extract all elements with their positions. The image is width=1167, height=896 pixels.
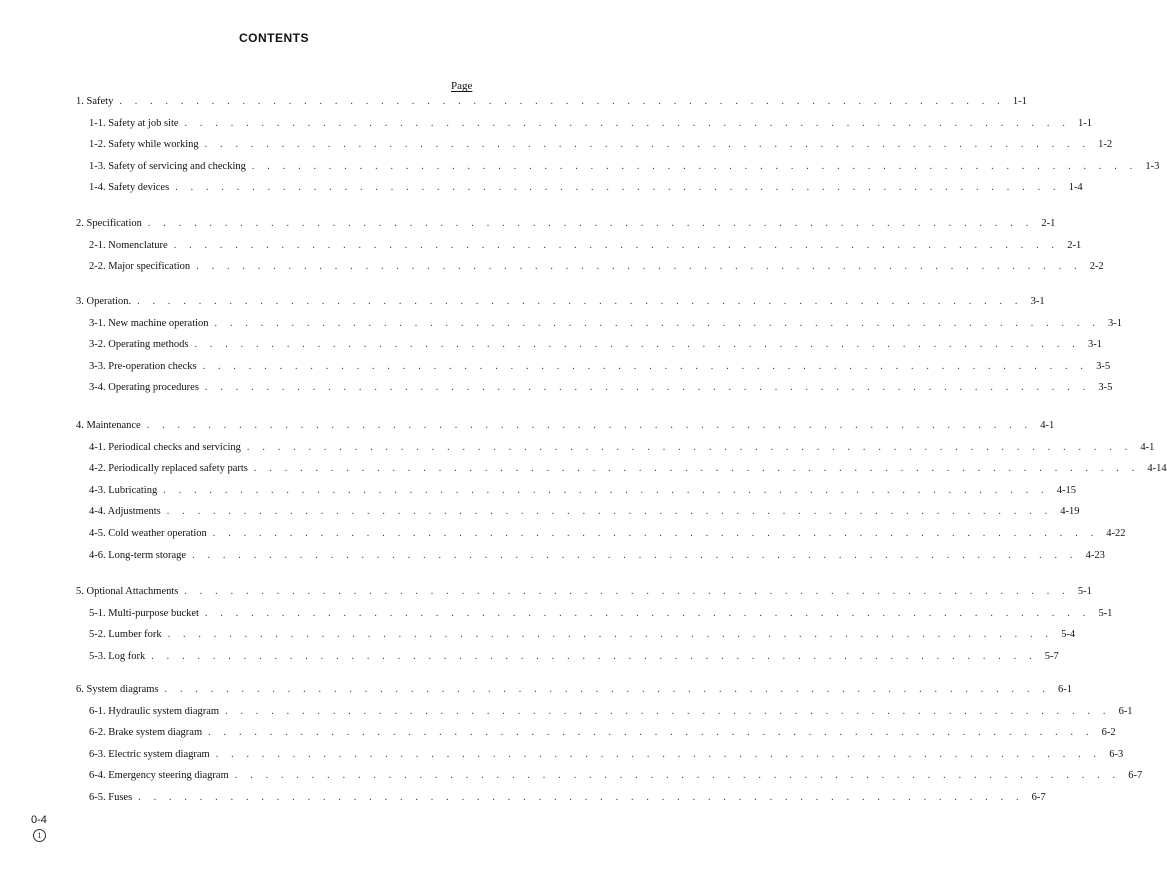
toc-subsection-row [89, 705, 1133, 720]
dot-leader: . . . . . . . . . . . . . . . . . . . . . . . . . . . . . . . . . . . . . . . . . . . . . . . . . . . . . . . . . . [253, 463, 1140, 475]
toc-subsection-label: 1-1. Safety at job site [89, 117, 179, 129]
toc-page-number: 4-23 [1085, 549, 1105, 561]
toc-section-row [76, 296, 1045, 310]
dot-leader: . . . . . . . . . . . . . . . . . . . . . . . . . . . . . . . . . . . . . . . . . . . . . . . . . . . . . . . . . . [151, 650, 1037, 662]
toc-page-number: 3-1 [1030, 296, 1045, 307]
toc-page-number: 3-1 [1087, 339, 1102, 351]
toc-section-label: 5. Optional Attachments [76, 586, 179, 597]
toc-subsection-row [89, 261, 1104, 275]
toc-subsection-row [89, 317, 1123, 332]
toc-page-number: 3-5 [1098, 382, 1113, 394]
toc-page-number: 4-22 [1106, 528, 1126, 539]
toc-subsection-row [89, 484, 1076, 499]
page-column-header: Page [451, 80, 473, 92]
toc-page-number: 1-2 [1098, 139, 1113, 151]
toc-subsection-row [89, 607, 1113, 622]
toc-page-number: 1-1 [1078, 117, 1093, 129]
toc-subsection-row [89, 770, 1143, 784]
toc-subsection-row [89, 463, 1167, 477]
dot-leader: . . . . . . . . . . . . . . . . . . . . . . . . . . . . . . . . . . . . . . . . . . . . . . . . . . . . . . . . . . [167, 629, 1054, 641]
toc-subsection-row [89, 239, 1082, 254]
toc-subsection-row [89, 360, 1111, 375]
toc-subsection-label: 6-2. Brake system diagram [89, 727, 203, 739]
dot-leader: . . . . . . . . . . . . . . . . . . . . . . . . . . . . . . . . . . . . . . . . . . . . . . . . . . . . . . . . . . [147, 218, 1034, 229]
toc-page-number: 1-1 [1012, 96, 1027, 107]
toc-page-number: 2-1 [1041, 218, 1056, 229]
dot-leader: . . . . . . . . . . . . . . . . . . . . . . . . . . . . . . . . . . . . . . . . . . . . . . . . . . . . . . . . . . [138, 792, 1024, 803]
toc-subsection-label: 4-4. Adjustments [89, 506, 161, 518]
toc-subsection-row [89, 629, 1076, 643]
toc-subsection-row [89, 160, 1160, 175]
toc-section-row [76, 96, 1027, 110]
toc-section-row [76, 684, 1073, 698]
toc-subsection-label: 4-6. Long-term storage [89, 549, 187, 561]
toc-section-row [76, 586, 1092, 600]
toc-subsection-label: 3-4. Operating procedures [89, 382, 199, 394]
toc-subsection-label: 2-2. Major specification [89, 261, 191, 273]
toc-page-number: 6-7 [1128, 770, 1143, 782]
toc-page-number: 3-1 [1108, 317, 1123, 329]
toc-subsection-row [89, 506, 1080, 520]
dot-leader: . . . . . . . . . . . . . . . . . . . . . . . . . . . . . . . . . . . . . . . . . . . . . . . . . . . . . . . . . . [164, 684, 1051, 695]
toc-subsection-label: 4-1. Periodical checks and servicing [89, 441, 241, 453]
toc-section-row [76, 218, 1056, 232]
toc-subsection-row [89, 650, 1059, 665]
toc-subsection-label: 6-1. Hydraulic system diagram [89, 705, 220, 717]
toc-page-number: 6-3 [1109, 748, 1124, 760]
dot-leader: . . . . . . . . . . . . . . . . . . . . . . . . . . . . . . . . . . . . . . . . . . . . . . . . . . . . . . . . . . [137, 296, 1023, 307]
dot-leader: . . . . . . . . . . . . . . . . . . . . . . . . . . . . . . . . . . . . . . . . . . . . . . . . . . . . . . . . . . [175, 182, 1061, 194]
toc-page-number: 4-14 [1147, 463, 1167, 475]
toc-page-number: 5-4 [1061, 629, 1076, 641]
toc-page-number: 1-4 [1068, 182, 1083, 194]
toc-subsection-label: 4-2. Periodically replaced safety parts [89, 463, 248, 475]
toc-subsection-row [89, 117, 1093, 132]
toc-page-number: 4-15 [1056, 484, 1076, 496]
toc-subsection-row [89, 748, 1124, 763]
page-title: CONTENTS [239, 31, 309, 45]
dot-leader: . . . . . . . . . . . . . . . . . . . . . . . . . . . . . . . . . . . . . . . . . . . . . . . . . . . . . . . . . . [225, 705, 1111, 717]
toc-section-label: 3. Operation. [76, 296, 132, 307]
toc-subsection-label: 3-2. Operating methods [89, 339, 189, 351]
toc-page-number: 6-1 [1118, 705, 1133, 717]
dot-leader: . . . . . . . . . . . . . . . . . . . . . . . . . . . . . . . . . . . . . . . . . . . . . . . . . . . . . . . . . . [204, 139, 1091, 151]
toc-subsection-label: 1-2. Safety while working [89, 139, 199, 151]
toc-subsection-label: 3-3. Pre-operation checks [89, 360, 197, 372]
toc-section-label: 1. Safety [76, 96, 114, 107]
dot-leader: . . . . . . . . . . . . . . . . . . . . . . . . . . . . . . . . . . . . . . . . . . . . . . . . . . . . . . . . . . [163, 484, 1049, 496]
toc-section-label: 6. System diagrams [76, 684, 159, 695]
toc-subsection-row [89, 339, 1102, 353]
dot-leader: . . . . . . . . . . . . . . . . . . . . . . . . . . . . . . . . . . . . . . . . . . . . . . . . . . . . . . . . . . [212, 528, 1099, 539]
toc-page-number: 6-2 [1101, 727, 1116, 739]
dot-leader: . . . . . . . . . . . . . . . . . . . . . . . . . . . . . . . . . . . . . . . . . . . . . . . . . . . . . . . . . . [196, 261, 1082, 273]
toc-page-number: 5-1 [1098, 607, 1113, 619]
dot-leader: . . . . . . . . . . . . . . . . . . . . . . . . . . . . . . . . . . . . . . . . . . . . . . . . . . . . . . . . . . [246, 441, 1133, 453]
toc-page-number: 6-7 [1031, 792, 1046, 803]
toc-subsection-label: 5-2. Lumber fork [89, 629, 162, 641]
revision-mark: 1 [33, 829, 46, 842]
toc-page-number: 2-2 [1089, 261, 1104, 273]
dot-leader: . . . . . . . . . . . . . . . . . . . . . . . . . . . . . . . . . . . . . . . . . . . . . . . . . . . . . . . . . . [202, 360, 1089, 372]
toc-subsection-row [89, 382, 1113, 396]
dot-leader: . . . . . . . . . . . . . . . . . . . . . . . . . . . . . . . . . . . . . . . . . . . . . . . . . . . . . . . . . . [204, 382, 1091, 394]
dot-leader: . . . . . . . . . . . . . . . . . . . . . . . . . . . . . . . . . . . . . . . . . . . . . . . . . . . . . . . . . . [204, 607, 1091, 619]
dot-leader: . . . . . . . . . . . . . . . . . . . . . . . . . . . . . . . . . . . . . . . . . . . . . . . . . . . . . . . . . . [146, 420, 1033, 431]
toc-section-row [76, 420, 1055, 434]
dot-leader: . . . . . . . . . . . . . . . . . . . . . . . . . . . . . . . . . . . . . . . . . . . . . . . . . . . . . . . . . . [215, 748, 1102, 760]
toc-subsection-label: 1-4. Safety devices [89, 182, 170, 194]
toc-subsection-label: 5-1. Multi-purpose bucket [89, 607, 199, 619]
toc-page-number: 2-1 [1067, 239, 1082, 251]
dot-leader: . . . . . . . . . . . . . . . . . . . . . . . . . . . . . . . . . . . . . . . . . . . . . . . . . . . . . . . . . . [173, 239, 1060, 251]
toc-page-number: 1-3 [1145, 160, 1160, 172]
toc-subsection-row [89, 441, 1155, 456]
dot-leader: . . . . . . . . . . . . . . . . . . . . . . . . . . . . . . . . . . . . . . . . . . . . . . . . . . . . . . . . . . [119, 96, 1005, 107]
dot-leader: . . . . . . . . . . . . . . . . . . . . . . . . . . . . . . . . . . . . . . . . . . . . . . . . . . . . . . . . . . [166, 506, 1053, 518]
toc-page-number: 4-1 [1140, 441, 1155, 453]
toc-subsection-label: 6-5. Fuses [89, 792, 133, 803]
toc-page-number: 5-1 [1077, 586, 1092, 597]
toc-subsection-label: 4-5. Cold weather operation [89, 528, 207, 539]
toc-subsection-label: 6-4. Emergency steering diagram [89, 770, 229, 782]
dot-leader: . . . . . . . . . . . . . . . . . . . . . . . . . . . . . . . . . . . . . . . . . . . . . . . . . . . . . . . . . . [234, 770, 1121, 782]
toc-subsection-row [89, 727, 1116, 741]
toc-section-label: 4. Maintenance [76, 420, 141, 431]
dot-leader: . . . . . . . . . . . . . . . . . . . . . . . . . . . . . . . . . . . . . . . . . . . . . . . . . . . . . . . . . . [194, 339, 1080, 351]
dot-leader: . . . . . . . . . . . . . . . . . . . . . . . . . . . . . . . . . . . . . . . . . . . . . . . . . . . . . . . . . . [214, 317, 1101, 329]
dot-leader: . . . . . . . . . . . . . . . . . . . . . . . . . . . . . . . . . . . . . . . . . . . . . . . . . . . . . . . . . . [184, 117, 1071, 129]
toc-subsection-row [89, 139, 1113, 153]
toc-page-number: 4-19 [1060, 506, 1080, 518]
dot-leader: . . . . . . . . . . . . . . . . . . . . . . . . . . . . . . . . . . . . . . . . . . . . . . . . . . . . . . . . . . [208, 727, 1094, 739]
toc-page-number: 6-1 [1058, 684, 1073, 695]
toc-subsection-label: 5-3. Log fork [89, 650, 146, 662]
dot-leader: . . . . . . . . . . . . . . . . . . . . . . . . . . . . . . . . . . . . . . . . . . . . . . . . . . . . . . . . . . [192, 549, 1078, 561]
toc-subsection-label: 1-3. Safety of servicing and checking [89, 160, 246, 172]
toc-subsection-label: 4-3. Lubricating [89, 484, 158, 496]
toc-subsection-label: 2-1. Nomenclature [89, 239, 168, 251]
dot-leader: . . . . . . . . . . . . . . . . . . . . . . . . . . . . . . . . . . . . . . . . . . . . . . . . . . . . . . . . . . [184, 586, 1070, 597]
toc-page-number: 4-1 [1040, 420, 1055, 431]
toc-subsection-label: 6-3. Electric system diagram [89, 748, 210, 760]
toc-section-label: 2. Specification [76, 218, 142, 229]
toc-subsection-label: 3-1. New machine operation [89, 317, 209, 329]
toc-subsection-row [89, 182, 1083, 196]
page-number: 0-4 [31, 814, 47, 826]
toc-subsection-row [89, 549, 1105, 564]
toc-subsection-row [89, 528, 1126, 542]
toc-page-number: 3-5 [1096, 360, 1111, 372]
toc-subsection-row [89, 792, 1046, 806]
toc-page-number: 5-7 [1044, 650, 1059, 662]
dot-leader: . . . . . . . . . . . . . . . . . . . . . . . . . . . . . . . . . . . . . . . . . . . . . . . . . . . . . . . . . . [251, 160, 1138, 172]
